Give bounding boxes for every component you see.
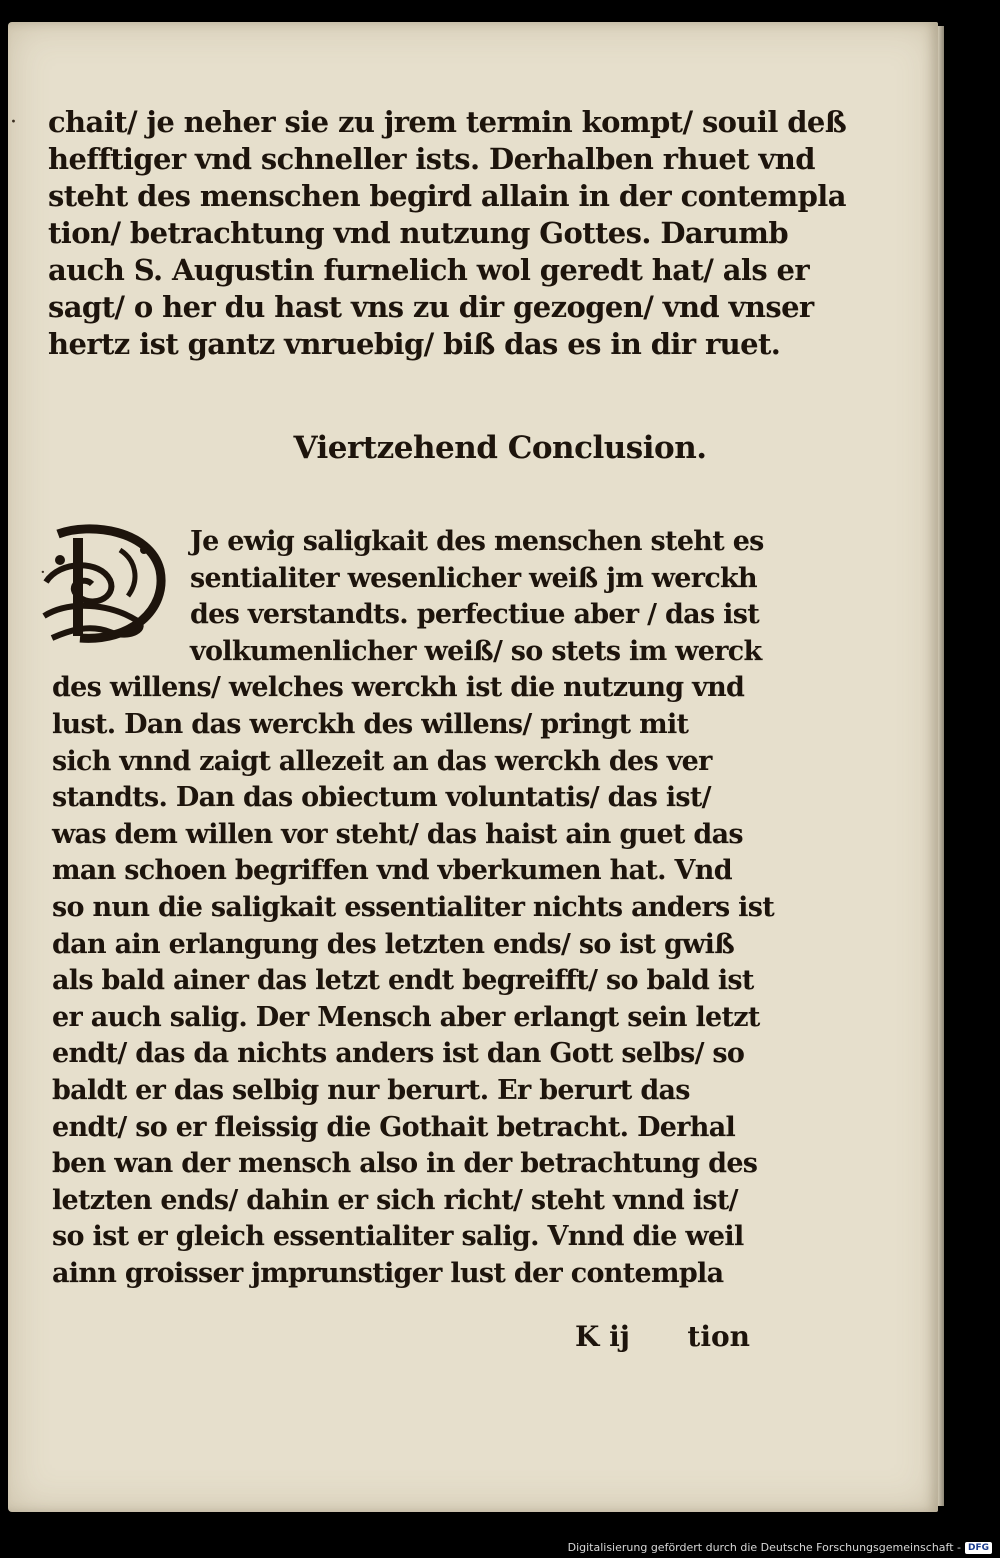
text-line: standts. Dan das obiectum voluntatis/ das ist/ (52, 782, 711, 814)
text-line: so nun die saligkait essentialiter nichts anders ist (52, 891, 774, 923)
text-line: man schoen begriffen vnd vberkumen hat. Vnd (52, 855, 732, 887)
text-line: so ist er gleich essentialiter salig. Vnnd die weil (52, 1221, 744, 1253)
signature-mark: K ij (575, 1320, 630, 1353)
page-edge (938, 26, 944, 1506)
text-line: tion/ betrachtung vnd nutzung Gottes. Darumb (48, 216, 789, 250)
text-line: hertz ist gantz vnruebig/ biß das es in dir ruet. (48, 327, 781, 361)
catchword-line (575, 1320, 750, 1353)
text-line: Je ewig saligkait des menschen steht es (190, 526, 764, 557)
text-line: sagt/ o her du hast vns zu dir gezogen/ vnd vnser (48, 290, 814, 324)
text-line: was dem willen vor steht/ das haist ain guet das (52, 818, 743, 850)
text-line: steht des menschen begird allain in der contempla (48, 179, 846, 213)
text-line: des willens/ welches werckh ist die nutzung vnd (52, 672, 745, 704)
text-line: sich vnnd zaigt allezeit an das werckh des ver (52, 745, 712, 777)
text-line: endt/ so er fleissig die Gothait betracht. Derhal (52, 1111, 736, 1143)
text-line: auch S. Augustin furnelich wol geredt hat/ als er (48, 253, 810, 287)
paragraph-1 (48, 104, 847, 363)
text-line: er auch salig. Der Mensch aber erlangt sein letzt (52, 1001, 760, 1033)
text-line: sentialiter wesenlicher weiß jm werckh (190, 562, 757, 594)
margin-mark: · (10, 110, 17, 135)
text-line: als bald ainer das letzt endt begreifft/ so bald ist (52, 965, 754, 997)
footer-credit (568, 1541, 992, 1554)
text-line: baldt er das selbig nur berurt. Er berurt das (52, 1074, 690, 1106)
text-line: volkumenlicher weiß/ so stets im werck (190, 635, 762, 667)
text-line: lust. Dan das werckh des willens/ pringt mit (52, 708, 689, 740)
margin-mark: · (40, 562, 46, 583)
text-line: dan ain erlangung des letzten ends/ so ist gwiß (52, 928, 735, 960)
dfg-logo-icon: DFG (965, 1542, 992, 1554)
text-line: ainn groisser jmprunstiger lust der contempla (52, 1257, 724, 1289)
paragraph-2 (52, 524, 774, 1292)
catchword: tion (687, 1320, 750, 1353)
text-line: ben wan der mensch also in der betrachtung des (52, 1148, 758, 1180)
text-line: chait/ je neher sie zu jrem termin kompt/ souil deß (48, 105, 847, 139)
footer-text: Digitalisierung gefördert durch die Deutsche Forschungsgemeinschaft - (567, 1541, 961, 1554)
text-line: des verstandts. perfectiue aber / das ist (190, 599, 759, 631)
text-line: letzten ends/ dahin er sich richt/ steht vnnd ist/ (52, 1184, 738, 1216)
section-heading: Viertzehend Conclusion. (293, 430, 707, 466)
text-line: hefftiger vnd schneller ists. Derhalben rhuet vnd (48, 142, 815, 176)
text-line: endt/ das da nichts anders ist dan Gott selbs/ so (52, 1038, 745, 1070)
